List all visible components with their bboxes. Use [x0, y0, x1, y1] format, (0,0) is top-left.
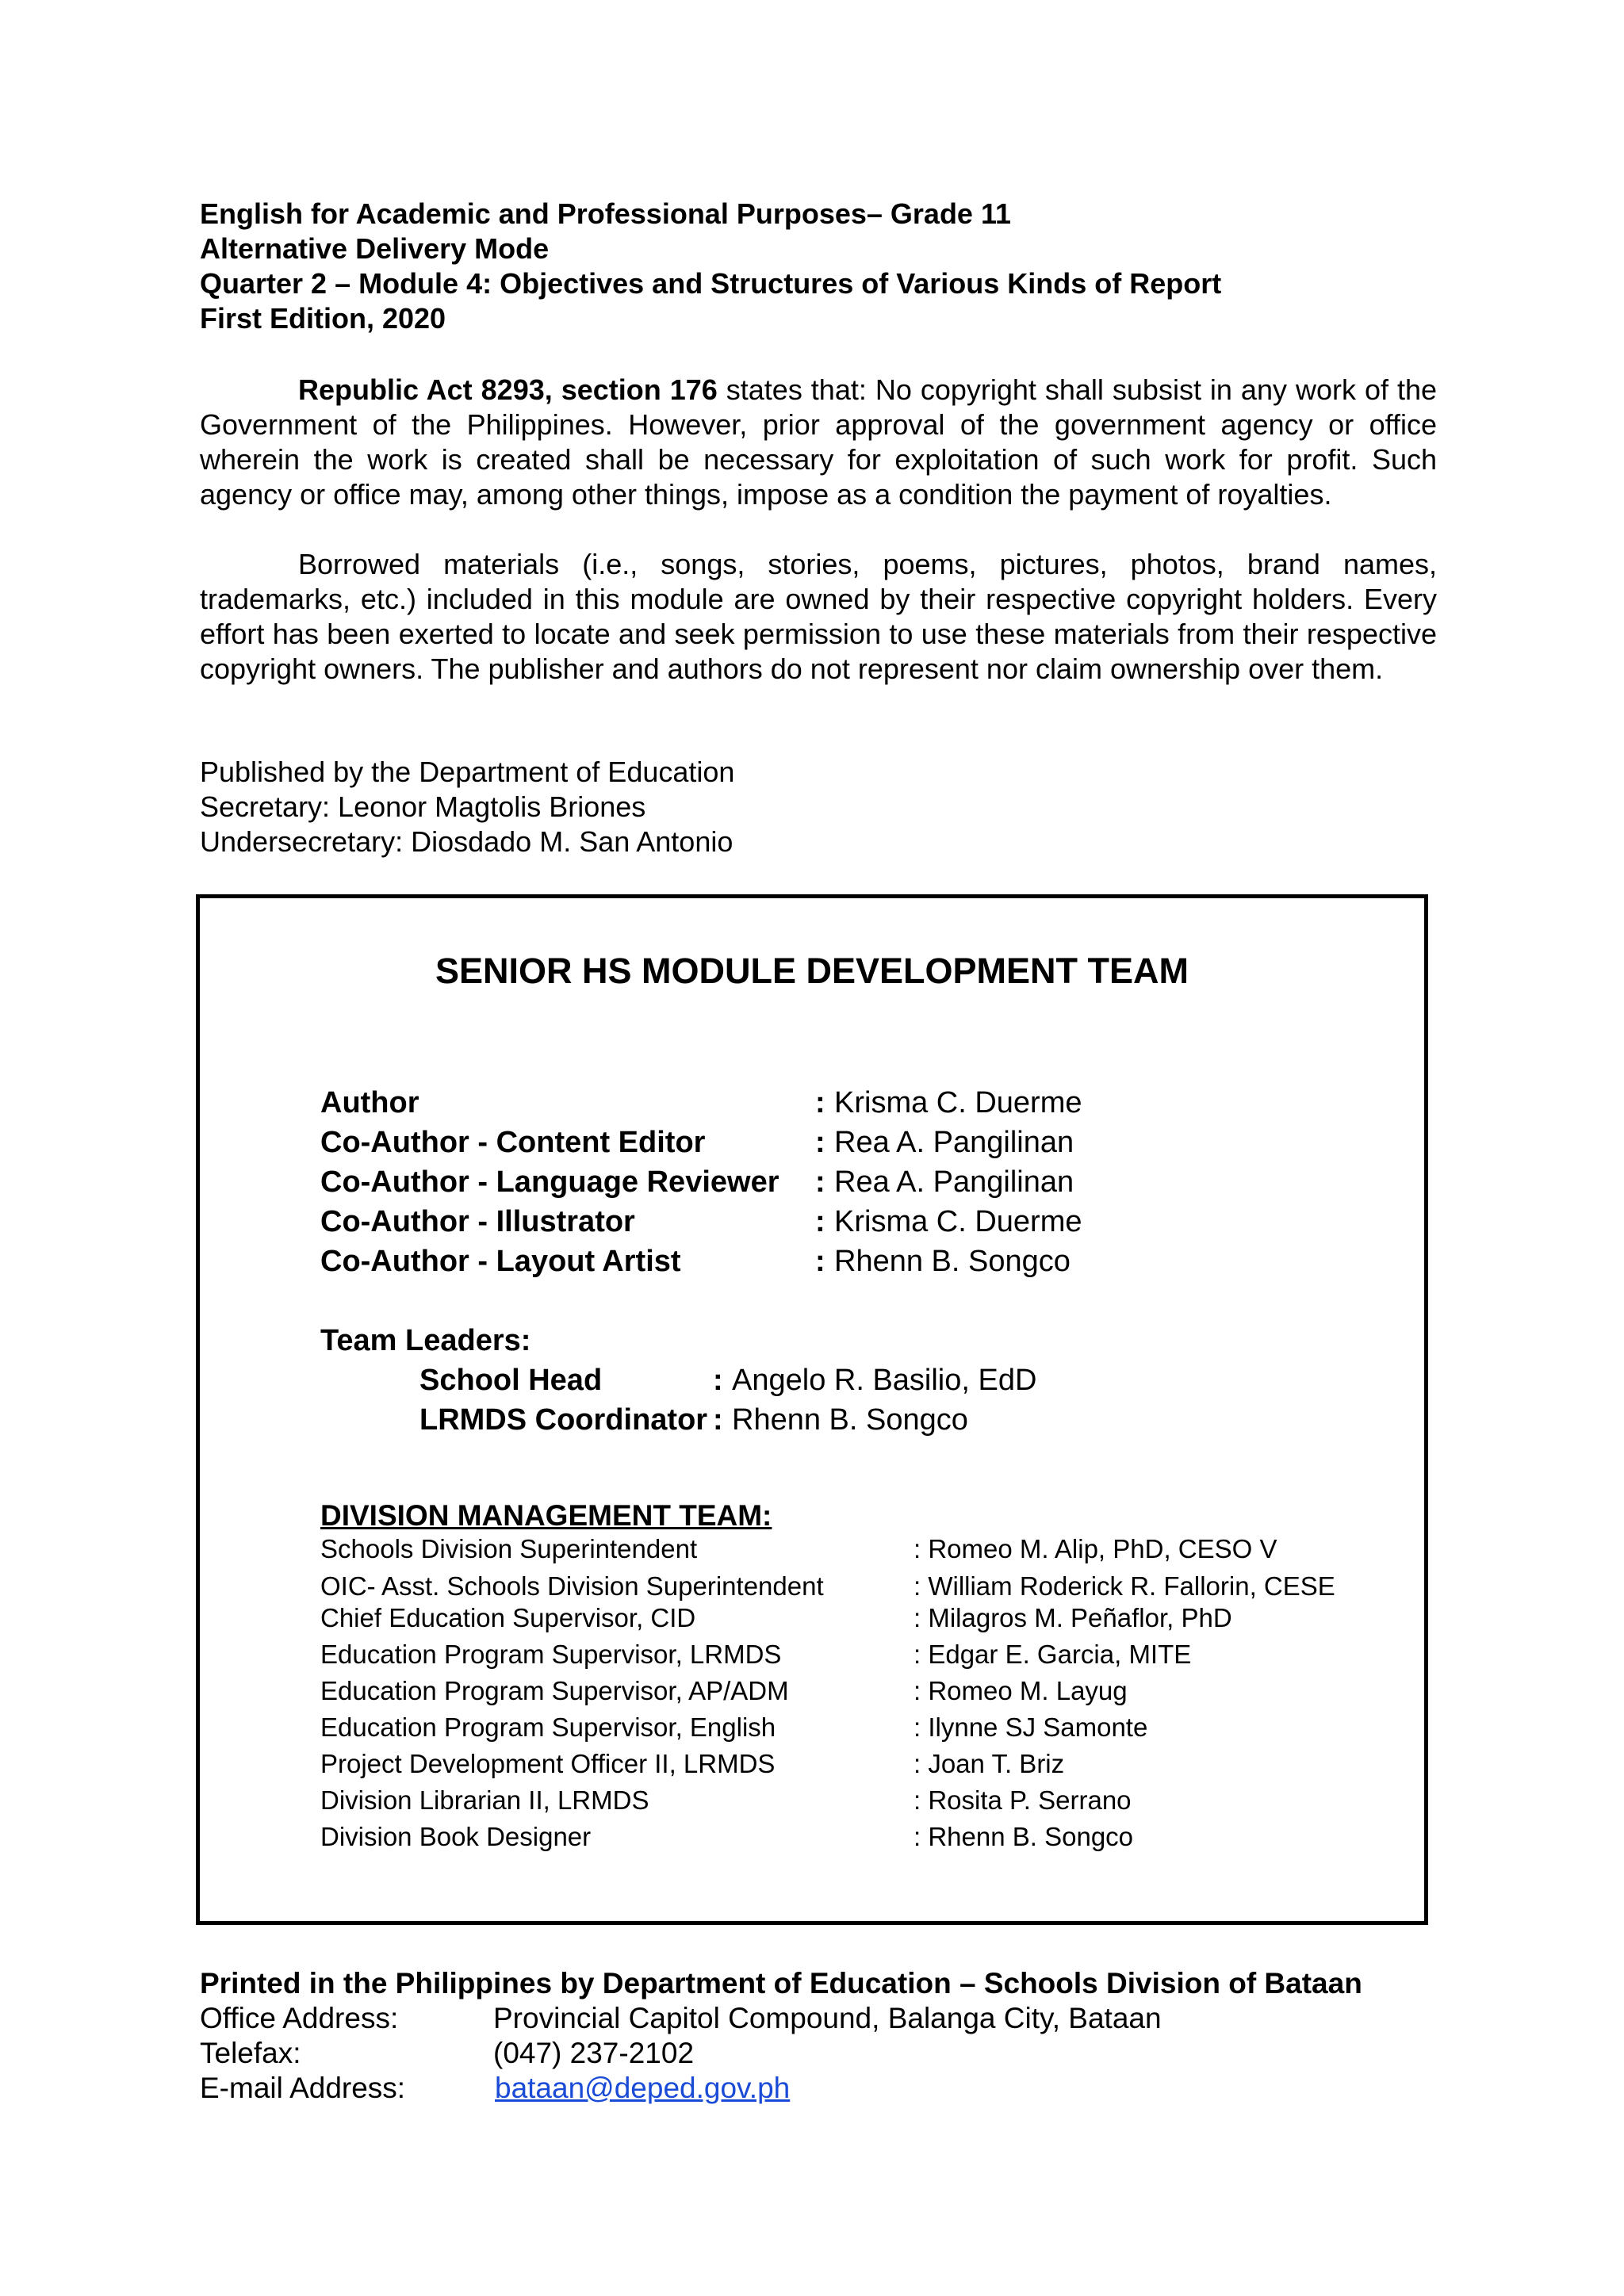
division-role: Division Book Designer [320, 1822, 592, 1851]
division-role: Division Librarian II, LRMDS [320, 1785, 649, 1815]
leader-role: LRMDS Coordinator [419, 1403, 708, 1437]
division-row [320, 1784, 1391, 1820]
division-role: Education Program Supervisor, LRMDS [320, 1640, 782, 1669]
credit-role: Co-Author - Layout Artist [320, 1245, 681, 1278]
email-link[interactable]: bataan@deped.gov.ph [495, 2072, 791, 2104]
team-leaders-heading: Team Leaders: [320, 1324, 531, 1357]
division-row [320, 1638, 1391, 1674]
credit-colon: : [815, 1165, 825, 1199]
division-role: Education Program Supervisor, English [320, 1712, 776, 1742]
division-name: : Edgar E. Garcia, MITE [914, 1640, 1192, 1669]
division-name: : Milagros M. Peñaflor, PhD [914, 1603, 1232, 1632]
division-role: Schools Division Superintendent [320, 1534, 698, 1563]
leader-name: Rhenn B. Songco [732, 1403, 968, 1437]
publisher-line: Published by the Department of Education [200, 756, 735, 788]
division-row [320, 1711, 1391, 1747]
division-name: : Rhenn B. Songco [914, 1822, 1134, 1851]
leader-colon: : [713, 1364, 723, 1397]
office-address-label: Office Address: [200, 2002, 399, 2034]
email-label: E-mail Address: [200, 2072, 406, 2104]
credit-name: Rea A. Pangilinan [834, 1126, 1074, 1159]
borrowed-materials-notice [200, 547, 1437, 687]
office-address-value: Provincial Capitol Compound, Balanga City, Bataan [493, 2002, 1162, 2034]
module-header [200, 197, 1437, 336]
division-management-team [320, 1533, 1391, 1857]
division-row [320, 1601, 1391, 1638]
division-row [320, 1533, 1391, 1570]
division-role: Chief Education Supervisor, CID [320, 1603, 696, 1632]
leader-role: School Head [419, 1364, 603, 1397]
credit-role: Author [320, 1086, 419, 1119]
secretary-line: Secretary: Leonor Magtolis Briones [200, 790, 646, 823]
credit-name: Krisma C. Duerme [834, 1205, 1082, 1238]
division-name: : Joan T. Briz [914, 1749, 1065, 1778]
division-name: : Romeo M. Alip, PhD, CESO V [914, 1534, 1277, 1563]
telefax-value: (047) 237-2102 [493, 2037, 695, 2069]
division-name: : Ilynne SJ Samonte [914, 1712, 1148, 1742]
division-name: : Rosita P. Serrano [914, 1785, 1132, 1815]
copyright-notice [200, 373, 1437, 512]
borrowed-text: Borrowed materials (i.e., songs, stories, poems, pictures, photos, brand names, trademarks, etc.) included in this module are owned by their respective copyright holders. Every effort has been exerted to locate and seek permission to use these materials from their respective copyright owners. The publisher and authors do not represent nor claim ownership over them. [200, 548, 1437, 685]
team-title: SENIOR HS MODULE DEVELOPMENT TEAM [435, 951, 1189, 991]
copyright-text: states that: No copyright shall subsist in any work of the Government of the Philippines. However, prior approval of the government agency or office wherein the work is created shall be necessary for exploitation of such work for profit. Such agency or office may, among other things, impose as a condition the payment of royalties. [200, 373, 1437, 511]
credit-colon: : [815, 1205, 825, 1238]
credit-name: Rea A. Pangilinan [834, 1165, 1074, 1199]
publisher-info [200, 755, 734, 859]
copyright-law: Republic Act 8293, section 176 [298, 373, 718, 406]
credit-role: Co-Author - Language Reviewer [320, 1165, 779, 1199]
leader-name: Angelo R. Basilio, EdD [732, 1364, 1037, 1397]
printed-in-line: Printed in the Philippines by Department of Education – Schools Division of Bataan [200, 1967, 1362, 1999]
division-row [320, 1570, 1391, 1601]
credit-role: Co-Author - Illustrator [320, 1205, 635, 1238]
office-address-row [200, 2001, 1469, 2036]
email-row [200, 2071, 1469, 2106]
credit-name: Krisma C. Duerme [834, 1086, 1082, 1119]
telefax-row [200, 2036, 1469, 2071]
credit-name: Rhenn B. Songco [834, 1245, 1071, 1278]
division-row [320, 1747, 1391, 1784]
printer-info [200, 1966, 1469, 2106]
leader-colon: : [713, 1403, 723, 1437]
edition: First Edition, 2020 [200, 302, 446, 335]
division-row [320, 1820, 1391, 1857]
division-role: OIC- Asst. Schools Division Superintendent [320, 1571, 824, 1601]
module-title: English for Academic and Professional Purposes– Grade 11 [200, 197, 1012, 230]
credit-colon: : [815, 1126, 825, 1159]
division-name: : William Roderick R. Fallorin, CESE [914, 1571, 1335, 1601]
division-management-heading: DIVISION MANAGEMENT TEAM: [320, 1499, 772, 1532]
credit-colon: : [815, 1086, 825, 1119]
credit-colon: : [815, 1245, 825, 1278]
telefax-label: Telefax: [200, 2037, 301, 2069]
division-role: Project Development Officer II, LRMDS [320, 1749, 776, 1778]
division-role: Education Program Supervisor, AP/ADM [320, 1676, 789, 1705]
credit-role: Co-Author - Content Editor [320, 1126, 706, 1159]
delivery-mode: Alternative Delivery Mode [200, 232, 550, 265]
division-row [320, 1674, 1391, 1711]
module-quarter: Quarter 2 – Module 4: Objectives and Structures of Various Kinds of Report [200, 267, 1222, 300]
development-team-box [196, 894, 1428, 1925]
division-name: : Romeo M. Layug [914, 1676, 1128, 1705]
undersecretary-line: Undersecretary: Diosdado M. San Antonio [200, 825, 733, 858]
